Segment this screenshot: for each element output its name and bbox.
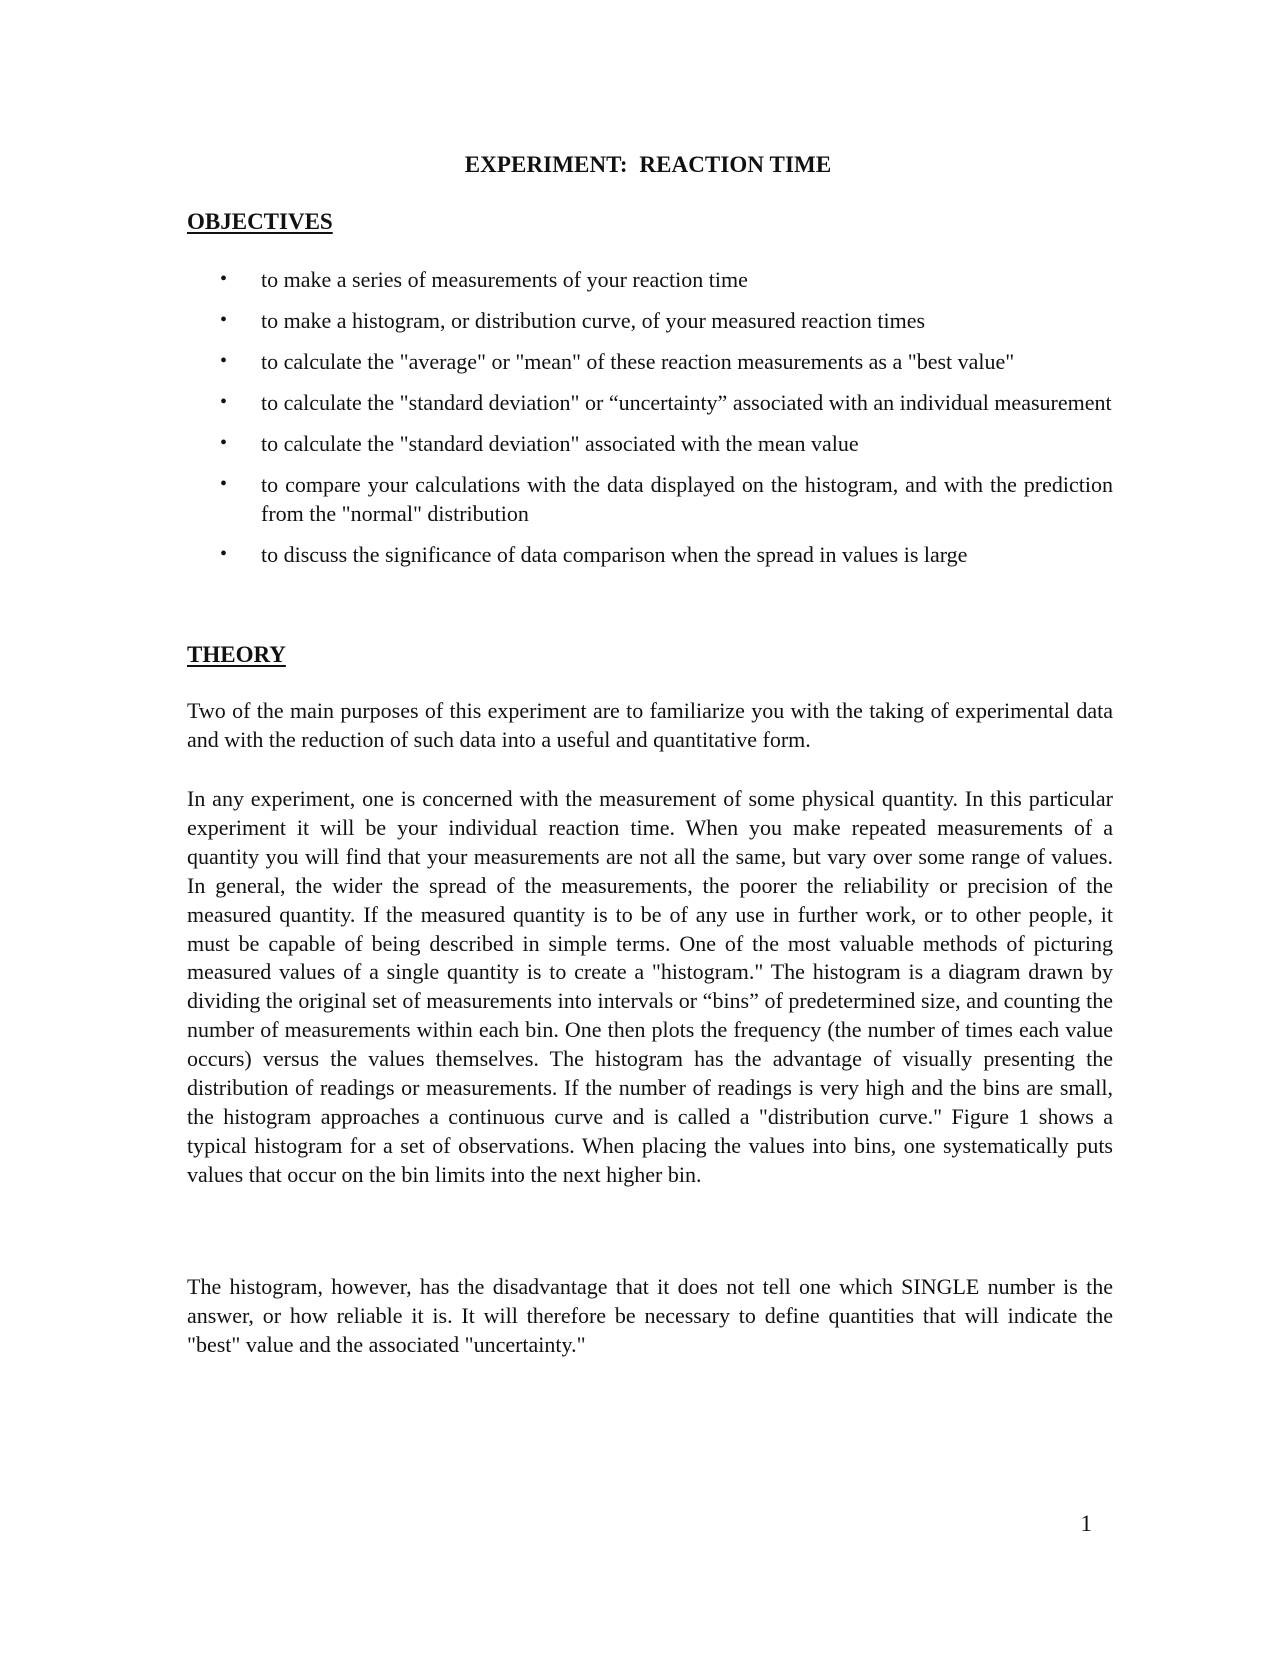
objective-item: [187, 429, 1113, 458]
objective-text: to calculate the "standard deviation" associated with the mean value: [261, 431, 859, 456]
objective-item: [187, 265, 1113, 294]
objective-item: [187, 388, 1113, 417]
bullet-icon: •: [220, 268, 228, 290]
objectives-list: [187, 265, 1113, 581]
objective-item: [187, 347, 1113, 376]
bullet-icon: •: [220, 391, 228, 413]
objective-item: [187, 540, 1113, 569]
bullet-icon: •: [220, 432, 228, 454]
theory-paragraph: In any experiment, one is concerned with the measurement of some physical quantity. In this particular experiment it will be your individual reaction time. When you make repeated measurements of a quantity you will find that your measurements are not all the same, but vary over some range of values. In general, the wider the spread of the measurements, the poorer the reliability or precision of the measured quantity. If the measured quantity is to be of any use in further work, or to other people, it must be capable of being described in simple terms. One of the most valuable methods of picturing measured values of a single quantity is to create a "histogram." The histogram is a diagram drawn by dividing the original set of measurements into intervals or “bins” of predetermined size, and counting the number of measurements within each bin. One then plots the frequency (the number of times each value occurs) versus the values themselves. The histogram has the advantage of visually presenting the distribution of readings or measurements. If the number of readings is very high and the bins are small, the histogram approaches a continuous curve and is called a "distribution curve." Figure 1 shows a typical histogram for a set of observations. When placing the values into bins, one systematically puts values that occur on the bin limits into the next higher bin.: [187, 786, 1113, 1187]
objective-item: [187, 470, 1113, 528]
theory-paragraph: The histogram, however, has the disadvantage that it does not tell one which SINGLE number is the answer, or how reliable it is. It will therefore be necessary to define quantities that will indicate the "best" value and the associated "uncertainty.": [187, 1274, 1113, 1357]
page-number: 1: [1080, 1511, 1092, 1536]
document-title: EXPERIMENT: REACTION TIME: [464, 152, 832, 177]
objective-text: to make a series of measurements of your reaction time: [261, 267, 748, 292]
theory-paragraph: Two of the main purposes of this experiment are to familiarize you with the taking of experimental data and with the reduction of such data into a useful and quantitative form.: [187, 698, 1113, 752]
objectives-heading: OBJECTIVES: [187, 209, 333, 234]
objective-text: to calculate the "standard deviation" or “uncertainty” associated with an individual measurement: [261, 390, 1112, 415]
theory-heading: THEORY: [187, 642, 286, 667]
objective-text: to calculate the "average" or "mean" of these reaction measurements as a "best value": [261, 349, 1015, 374]
bullet-icon: •: [220, 473, 228, 495]
objective-item: [187, 306, 1113, 335]
objective-text: to make a histogram, or distribution curve, of your measured reaction times: [261, 308, 926, 333]
bullet-icon: •: [220, 350, 228, 372]
bullet-icon: •: [220, 543, 228, 565]
objective-text: to discuss the significance of data comparison when the spread in values is large: [261, 542, 968, 567]
objective-text: to compare your calculations with the data displayed on the histogram, and with the prediction from the "normal" distribution: [261, 472, 1113, 526]
bullet-icon: •: [220, 309, 228, 331]
